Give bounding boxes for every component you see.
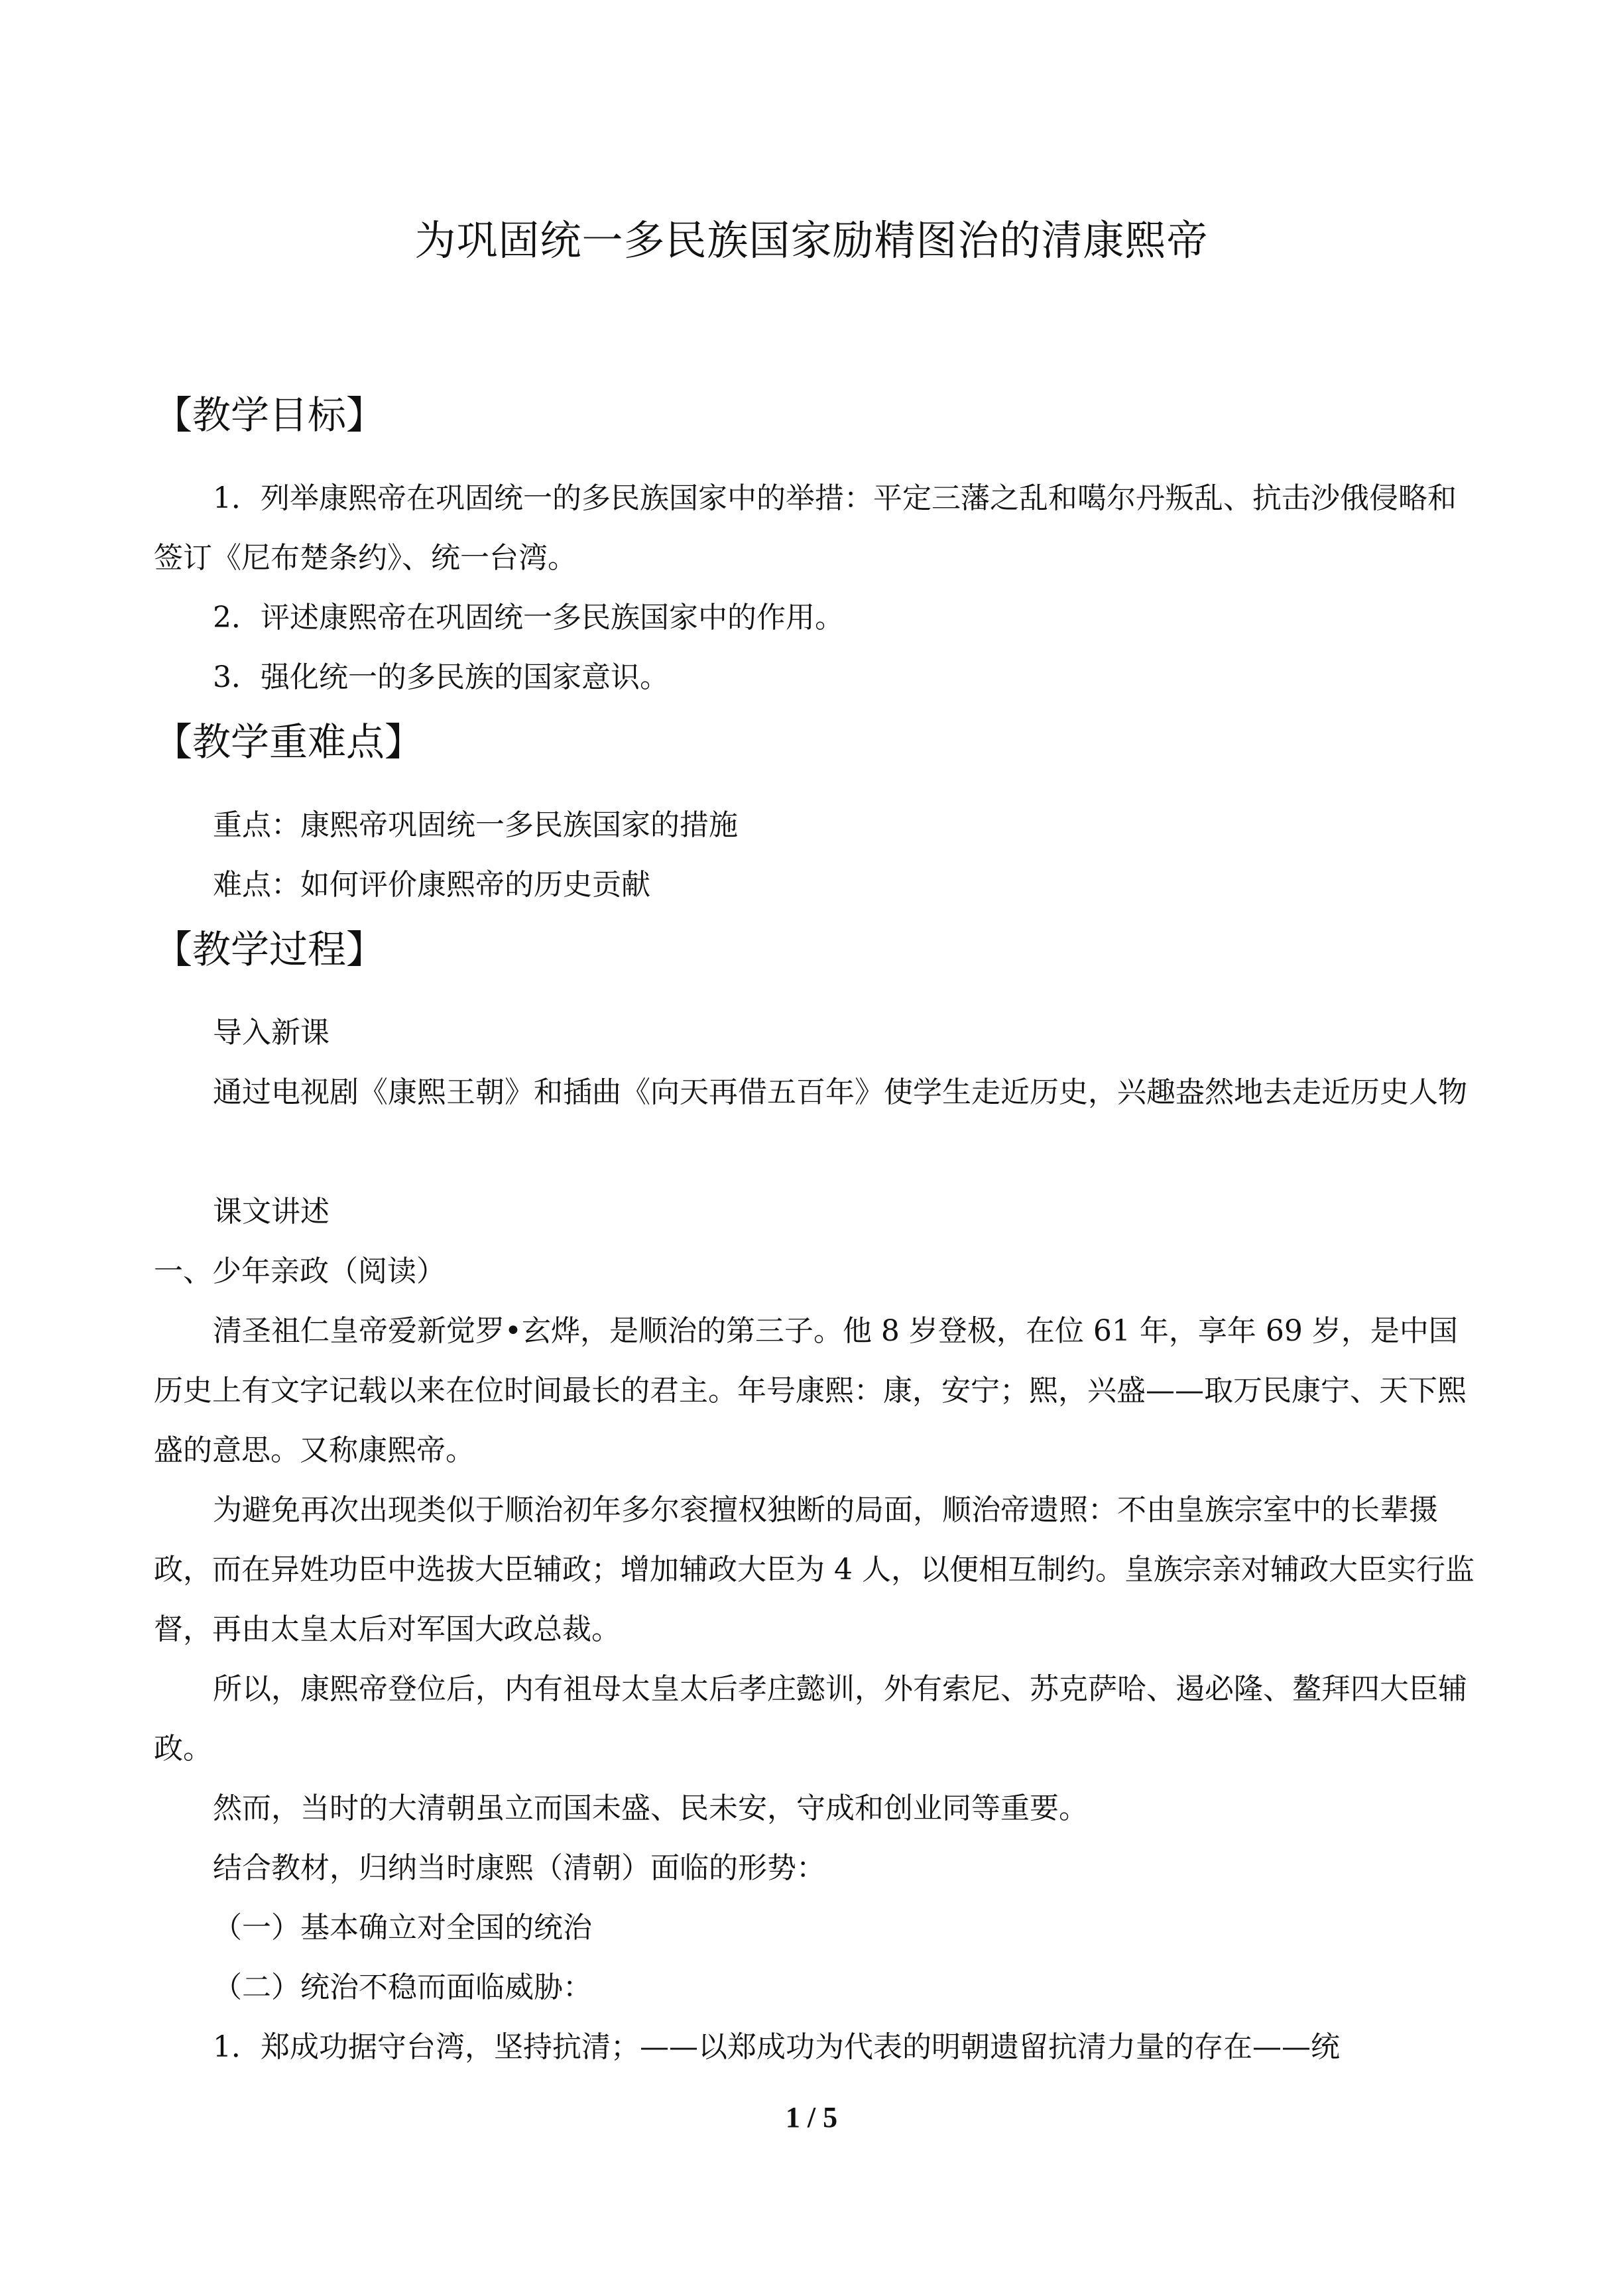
paragraph-2: 为避免再次出现类似于顺治初年多尔衮擅权独断的局面，顺治帝遗照：不由皇族宗室中的长辈摄政，而在异姓功臣中选拔大臣辅政；增加辅政大臣为 4 人，以便相互制约。皇族宗亲对辅政大臣实行监督，再由太皇太后对军国大政总裁。 xyxy=(154,1493,1474,1646)
lecture-label: 课文讲述 xyxy=(213,1195,330,1229)
point-1: 1．郑成功据守台湾，坚持抗清；——以郑成功为代表的明朝遗留抗清力量的存在——统 xyxy=(213,2030,1340,2064)
difficult-point: 难点：如何评价康熙帝的历史贡献 xyxy=(213,868,650,902)
page-indicator: 1 / 5 xyxy=(785,2101,838,2134)
paragraph-3: 所以，康熙帝登位后，内有祖母太皇太后孝庄懿训，外有索尼、苏克萨哈、遏必隆、鳌拜四大臣辅政。 xyxy=(154,1672,1467,1766)
document-title: 为巩固统一多民族国家励精图治的清康熙帝 xyxy=(414,216,1209,265)
intro-paragraph: 通过电视剧《康熙王朝》和插曲《向天再借五百年》使学生走近历史，兴趣盎然地去走近历史人物 xyxy=(213,1075,1467,1109)
intro-label: 导入新课 xyxy=(213,1016,330,1050)
section-heading-key-points: 【教学重难点】 xyxy=(154,719,424,764)
section-heading-objectives: 【教学目标】 xyxy=(154,393,385,438)
key-point: 重点：康熙帝巩固统一多民族国家的措施 xyxy=(213,808,738,842)
paragraph-4: 然而，当时的大清朝虽立而国未盛、民未安，守成和创业同等重要。 xyxy=(213,1791,1088,1825)
objective-item-2: 2．评述康熙帝在巩固统一多民族国家中的作用。 xyxy=(213,601,844,634)
sub-heading-2: （二）统治不稳而面临威胁： xyxy=(213,1970,592,2004)
part-title: 一、少年亲政（阅读） xyxy=(154,1254,446,1288)
objective-item-3: 3．强化统一的多民族的国家意识。 xyxy=(213,660,669,694)
section-heading-process: 【教学过程】 xyxy=(154,927,385,972)
paragraph-5: 结合教材，归纳当时康熙（清朝）面临的形势： xyxy=(213,1851,825,1885)
paragraph-1: 清圣祖仁皇帝爱新觉罗•玄烨，是顺治的第三子。他 8 岁登极，在位 61 年，享年 69 岁，是中国历史上有文字记载以来在位时间最长的君主。年号康熙：康，安宁；熙，兴盛——取万民康宁、天下熙盛的意思。又称康熙帝。 xyxy=(154,1314,1467,1467)
objective-item-1: 1．列举康熙帝在巩固统一的多民族国家中的举措：平定三藩之乱和噶尔丹叛乱、抗击沙俄侵略和签订《尼布楚条约》、统一台湾。 xyxy=(154,481,1457,575)
sub-heading-1: （一）基本确立对全国的统治 xyxy=(213,1911,592,1945)
